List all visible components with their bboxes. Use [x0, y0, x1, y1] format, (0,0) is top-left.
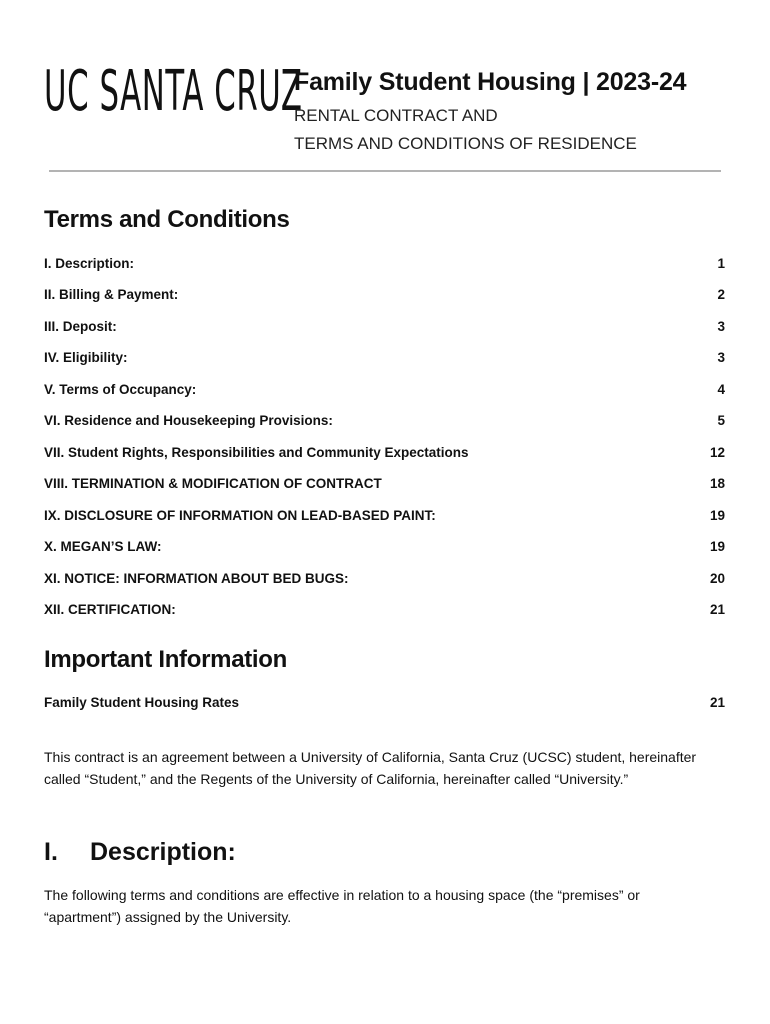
important-heading: Important Information: [44, 646, 288, 673]
toc-entry-page: 18: [709, 476, 725, 491]
toc-entry-label[interactable]: III. Deposit:: [44, 319, 117, 334]
section-title: Description:: [90, 838, 236, 866]
document-subtitle-line1: RENTAL CONTRACT AND: [294, 106, 498, 125]
toc-entry-label[interactable]: IX. DISCLOSURE OF INFORMATION ON LEAD-BASED PAINT:: [44, 508, 436, 523]
toc-entry-label[interactable]: I. Description:: [44, 256, 135, 271]
toc-entry-label[interactable]: XI. NOTICE: INFORMATION ABOUT BED BUGS:: [44, 571, 349, 586]
toc-entry[interactable]: [44, 508, 725, 528]
toc-entry-page: 21: [709, 695, 725, 710]
toc-entry-label[interactable]: XII. CERTIFICATION:: [44, 602, 176, 617]
toc-entry[interactable]: [44, 256, 725, 276]
toc-entry[interactable]: [44, 695, 725, 715]
description-paragraph: The following terms and conditions are effective in relation to a housing space (the “premises” or “apartment”) assigned by the University.: [44, 887, 640, 925]
terms-heading: Terms and Conditions: [44, 206, 290, 233]
toc-entry-page: 12: [709, 445, 725, 460]
document-subtitle-line2: TERMS AND CONDITIONS OF RESIDENCE: [294, 134, 637, 153]
toc-entry-page: 3: [717, 350, 725, 365]
toc-entry[interactable]: [44, 602, 725, 622]
toc-entry-label[interactable]: V. Terms of Occupancy:: [44, 382, 197, 397]
toc-entry-page: 2: [717, 287, 725, 302]
section-numeral: I.: [44, 838, 58, 866]
toc-entry[interactable]: [44, 382, 725, 402]
section-heading: [44, 838, 236, 867]
toc-entry-label[interactable]: Family Student Housing Rates: [44, 695, 240, 710]
toc-entry-label[interactable]: X. MEGAN’S LAW:: [44, 539, 162, 554]
toc-entry[interactable]: [44, 350, 725, 370]
toc-entry-label[interactable]: VII. Student Rights, Responsibilities and Community Expectations: [44, 445, 469, 460]
toc-entry-page: 19: [709, 539, 725, 554]
toc-entry[interactable]: [44, 319, 725, 339]
logo-text: UC SANTA CRUZ: [44, 59, 303, 124]
intro-paragraph: This contract is an agreement between a University of California, Santa Cruz (UCSC) student, hereinafter called “Student,” and the Regents of the University of California, hereinafter called “University.”: [44, 749, 697, 787]
toc-entry[interactable]: [44, 571, 725, 591]
toc-entry-page: 19: [709, 508, 725, 523]
toc-entry-page: 4: [717, 382, 725, 397]
toc-entry[interactable]: [44, 445, 725, 465]
toc-entry-page: 3: [717, 319, 725, 334]
toc-entry[interactable]: [44, 287, 725, 307]
toc-entry-label[interactable]: IV. Eligibility:: [44, 350, 128, 365]
toc-entry-page: 20: [709, 571, 725, 586]
toc-entry[interactable]: [44, 413, 725, 433]
toc-entry[interactable]: [44, 476, 725, 496]
toc-entry-page: 1: [717, 256, 725, 271]
toc-entry-label[interactable]: VI. Residence and Housekeeping Provisions:: [44, 413, 333, 428]
document-title: Family Student Housing | 2023-24: [294, 68, 687, 96]
toc-entry[interactable]: [44, 539, 725, 559]
toc-entry-label[interactable]: VIII. TERMINATION & MODIFICATION OF CONTRACT: [44, 476, 382, 491]
toc-entry-page: 5: [717, 413, 725, 428]
toc-entry-label[interactable]: II. Billing & Payment:: [44, 287, 179, 302]
ucsc-logo: [44, 59, 303, 124]
header-divider: [49, 170, 721, 172]
toc-entry-page: 21: [709, 602, 725, 617]
